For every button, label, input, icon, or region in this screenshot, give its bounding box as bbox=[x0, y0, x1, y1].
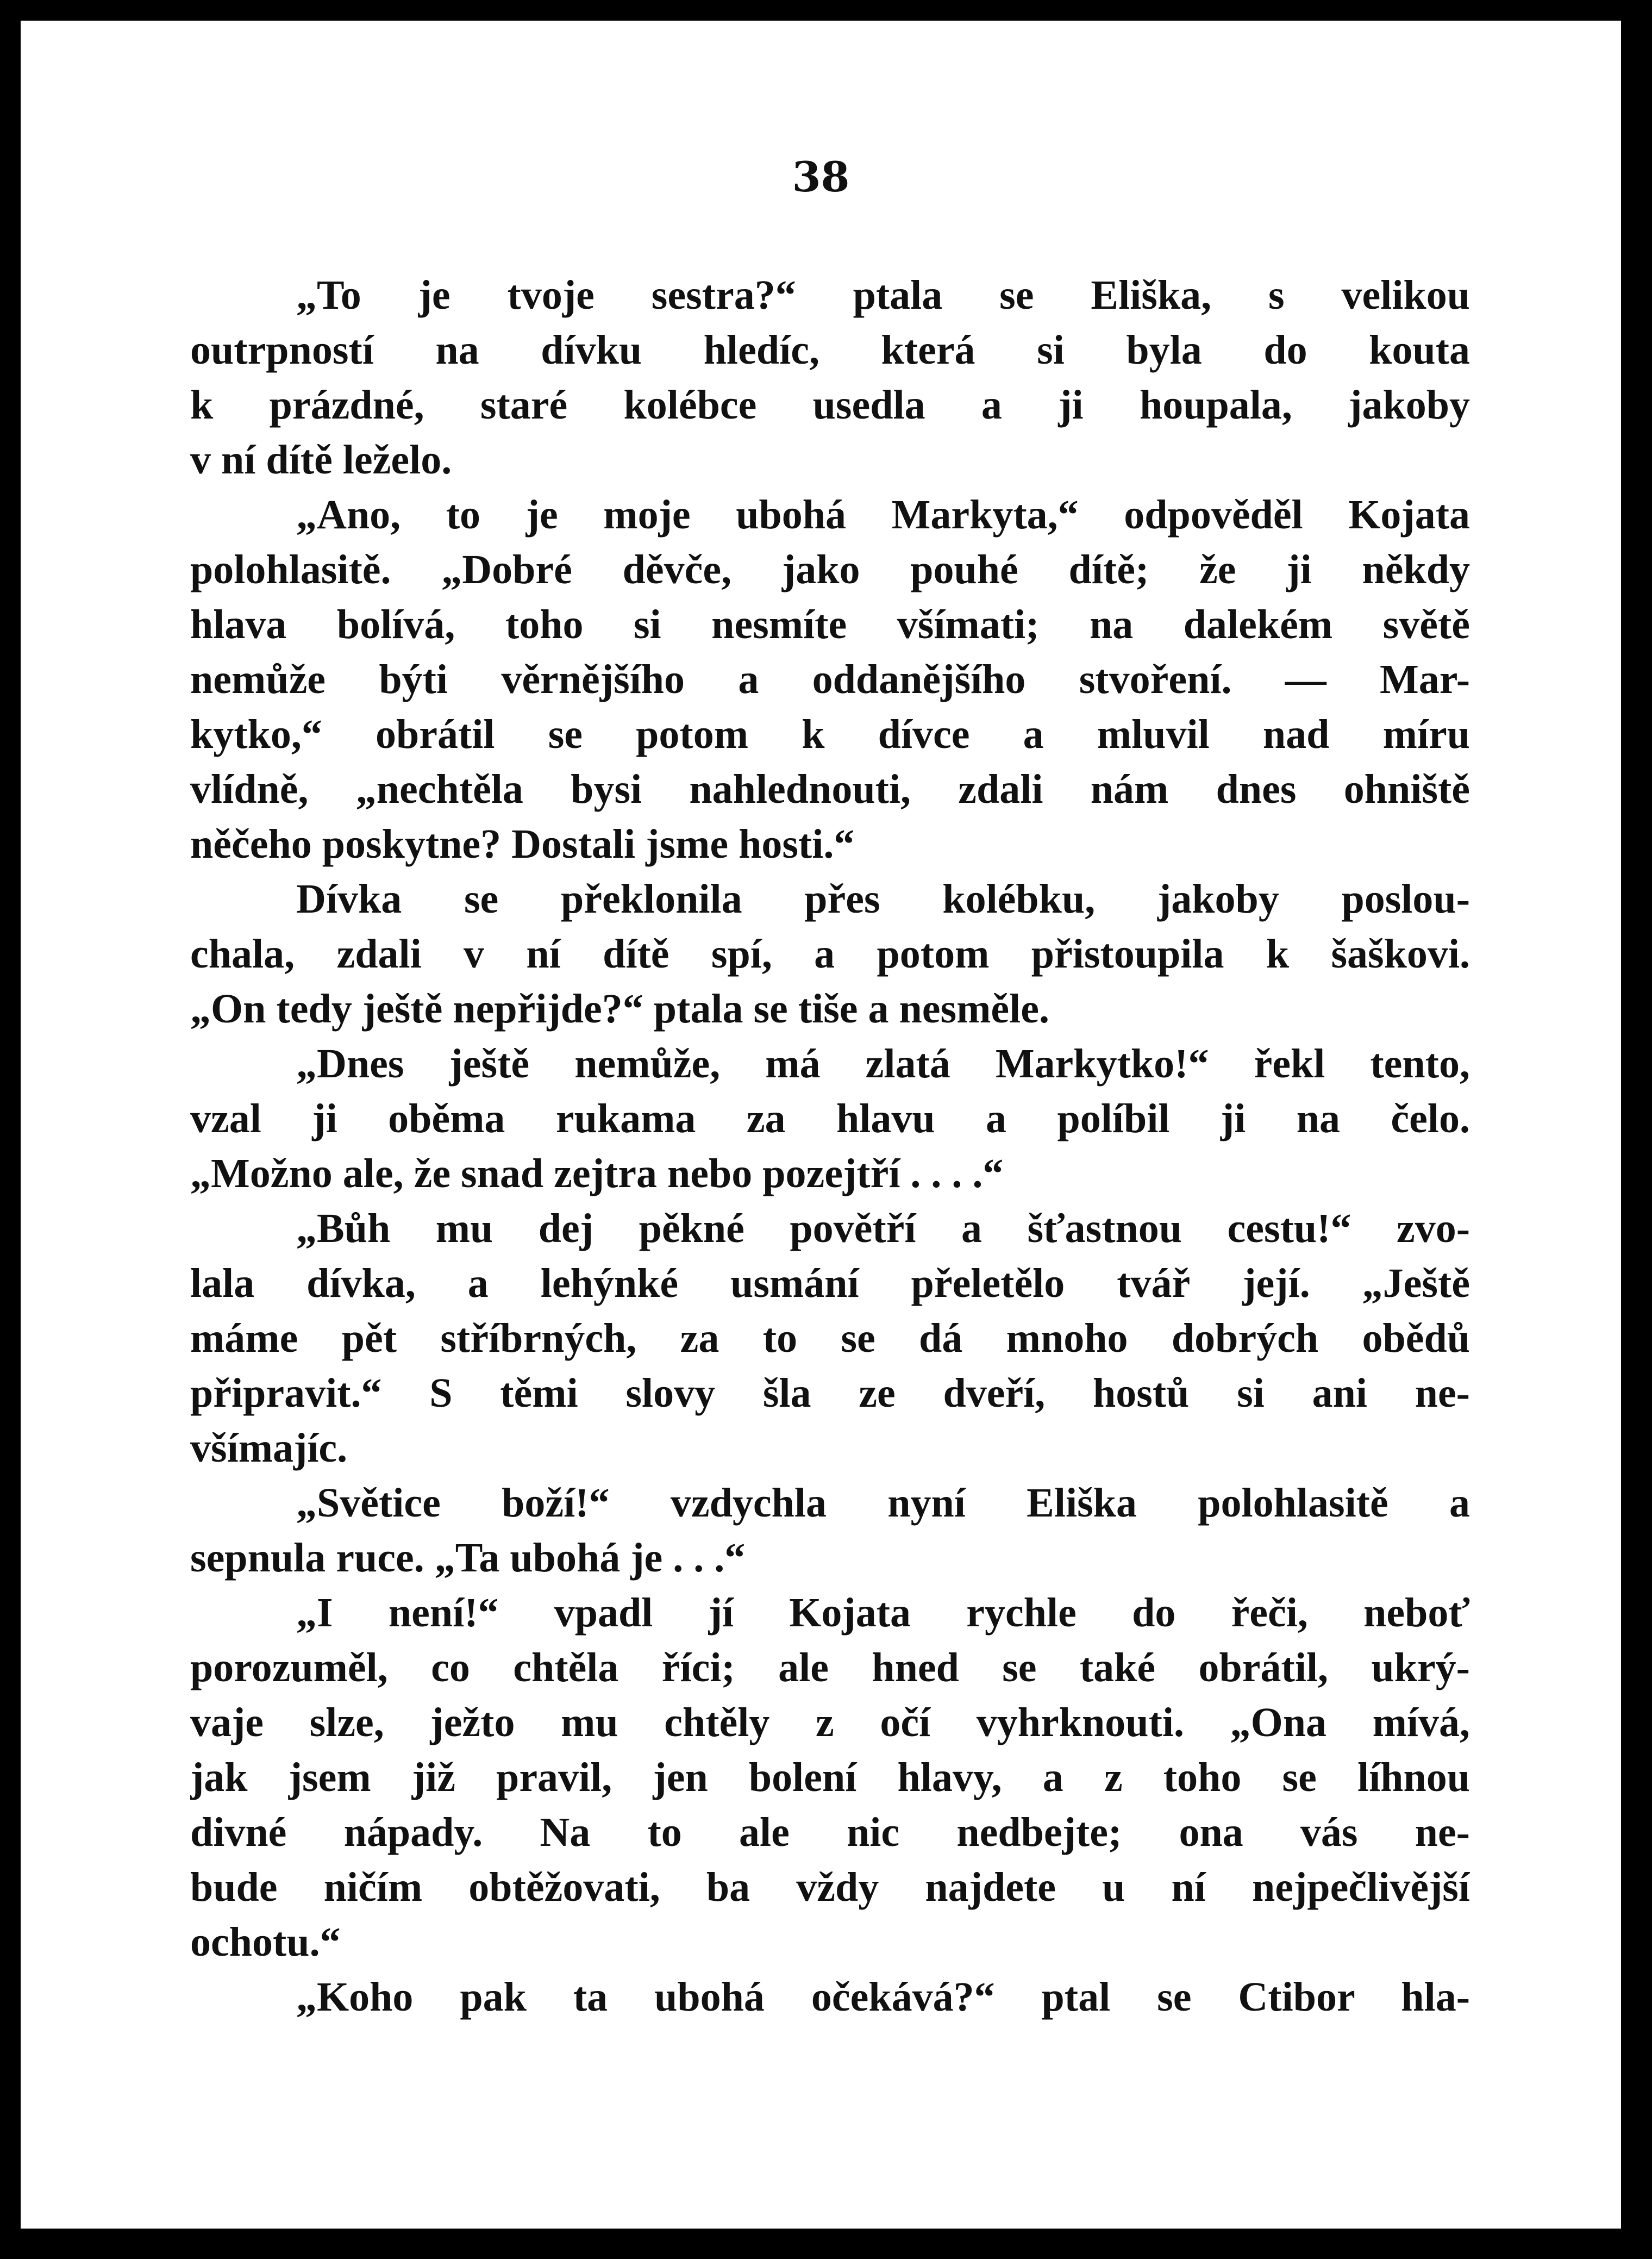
text-line: porozuměl, co chtěla říci; ale hned se také obrátil, ukrý- bbox=[190, 1645, 1470, 1690]
text-line: kytko,“ obrátil se potom k dívce a mluvil nad míru bbox=[190, 712, 1470, 757]
text-line: hlava bolívá, toho si nesmíte všímati; na dalekém světě bbox=[190, 602, 1470, 647]
text-line: sepnula ruce. „Ta ubohá je . . .“ bbox=[190, 1535, 746, 1581]
text-line: „Světice boží!“ vzdychla nyní Eliška polohlasitě a bbox=[296, 1480, 1470, 1526]
text-line: nemůže býti věrnějšího a oddanějšího stvoření. — Mar- bbox=[190, 657, 1470, 702]
text-line: Dívka se překlonila přes kolébku, jakoby poslou- bbox=[296, 876, 1470, 922]
text-line: vlídně, „nechtěla bysi nahlednouti, zdali nám dnes ohniště bbox=[190, 766, 1470, 812]
text-line: „Koho pak ta ubohá očekává?“ ptal se Ctibor hla- bbox=[296, 1974, 1470, 2020]
text-line: jak jsem již pravil, jen bolení hlavy, a z toho se líhnou bbox=[190, 1755, 1470, 1800]
text-line: outrpností na dívku hledíc, která si byla do kouta bbox=[190, 327, 1470, 373]
text-line: všímajíc. bbox=[190, 1425, 348, 1471]
text-line: připravit.“ S těmi slovy šla ze dveří, hostů si ani ne- bbox=[190, 1370, 1470, 1416]
text-line: chala, zdali v ní dítě spí, a potom přistoupila k šaškovi. bbox=[190, 931, 1470, 977]
text-line: k prázdné, staré kolébce usedla a ji houpala, jakoby bbox=[190, 382, 1470, 428]
text-line: bude ničím obtěžovati, ba vždy najdete u ní nejpečlivější bbox=[190, 1864, 1470, 1910]
text-line: v ní dítě leželo. bbox=[190, 437, 452, 483]
text-line: vzal ji oběma rukama za hlavu a políbil ji na čelo. bbox=[190, 1096, 1470, 1141]
text-line: lala dívka, a lehýnké usmání přeletělo tvář její. „Ještě bbox=[190, 1260, 1470, 1306]
text-line: polohlasitě. „Dobré děvče, jako pouhé dítě; že ji někdy bbox=[190, 547, 1470, 592]
text-line: „Ano, to je moje ubohá Markyta,“ odpověděl Kojata bbox=[296, 492, 1470, 538]
book-page bbox=[21, 21, 1621, 2229]
text-line: „I není!“ vpadl jí Kojata rychle do řeči, neboť bbox=[296, 1590, 1470, 1636]
text-line: divné nápady. Na to ale nic nedbejte; ona vás ne- bbox=[190, 1809, 1470, 1855]
text-line: vaje slze, ježto mu chtěly z očí vyhrknouti. „Ona mívá, bbox=[190, 1700, 1470, 1745]
text-line: „Možno ale, že snad zejtra nebo pozejtří . . . .“ bbox=[190, 1151, 1004, 1196]
text-line: něčeho poskytne? Dostali jsme hosti.“ bbox=[190, 821, 855, 867]
text-line: „On tedy ještě nepřijde?“ ptala se tiše a nesměle. bbox=[190, 986, 1049, 1032]
text-line: „Dnes ještě nemůže, má zlatá Markytko!“ řekl tento, bbox=[296, 1041, 1470, 1087]
text-line: „To je tvoje sestra?“ ptala se Eliška, s velikou bbox=[296, 272, 1470, 318]
body-text bbox=[190, 268, 1470, 2025]
text-line: máme pět stříbrných, za to se dá mnoho dobrých obědů bbox=[190, 1315, 1470, 1361]
text-line: ochotu.“ bbox=[190, 1919, 341, 1965]
page-number: 38 bbox=[792, 153, 850, 201]
text-line: „Bůh mu dej pěkné povětří a šťastnou cestu!“ zvo- bbox=[296, 1206, 1470, 1251]
